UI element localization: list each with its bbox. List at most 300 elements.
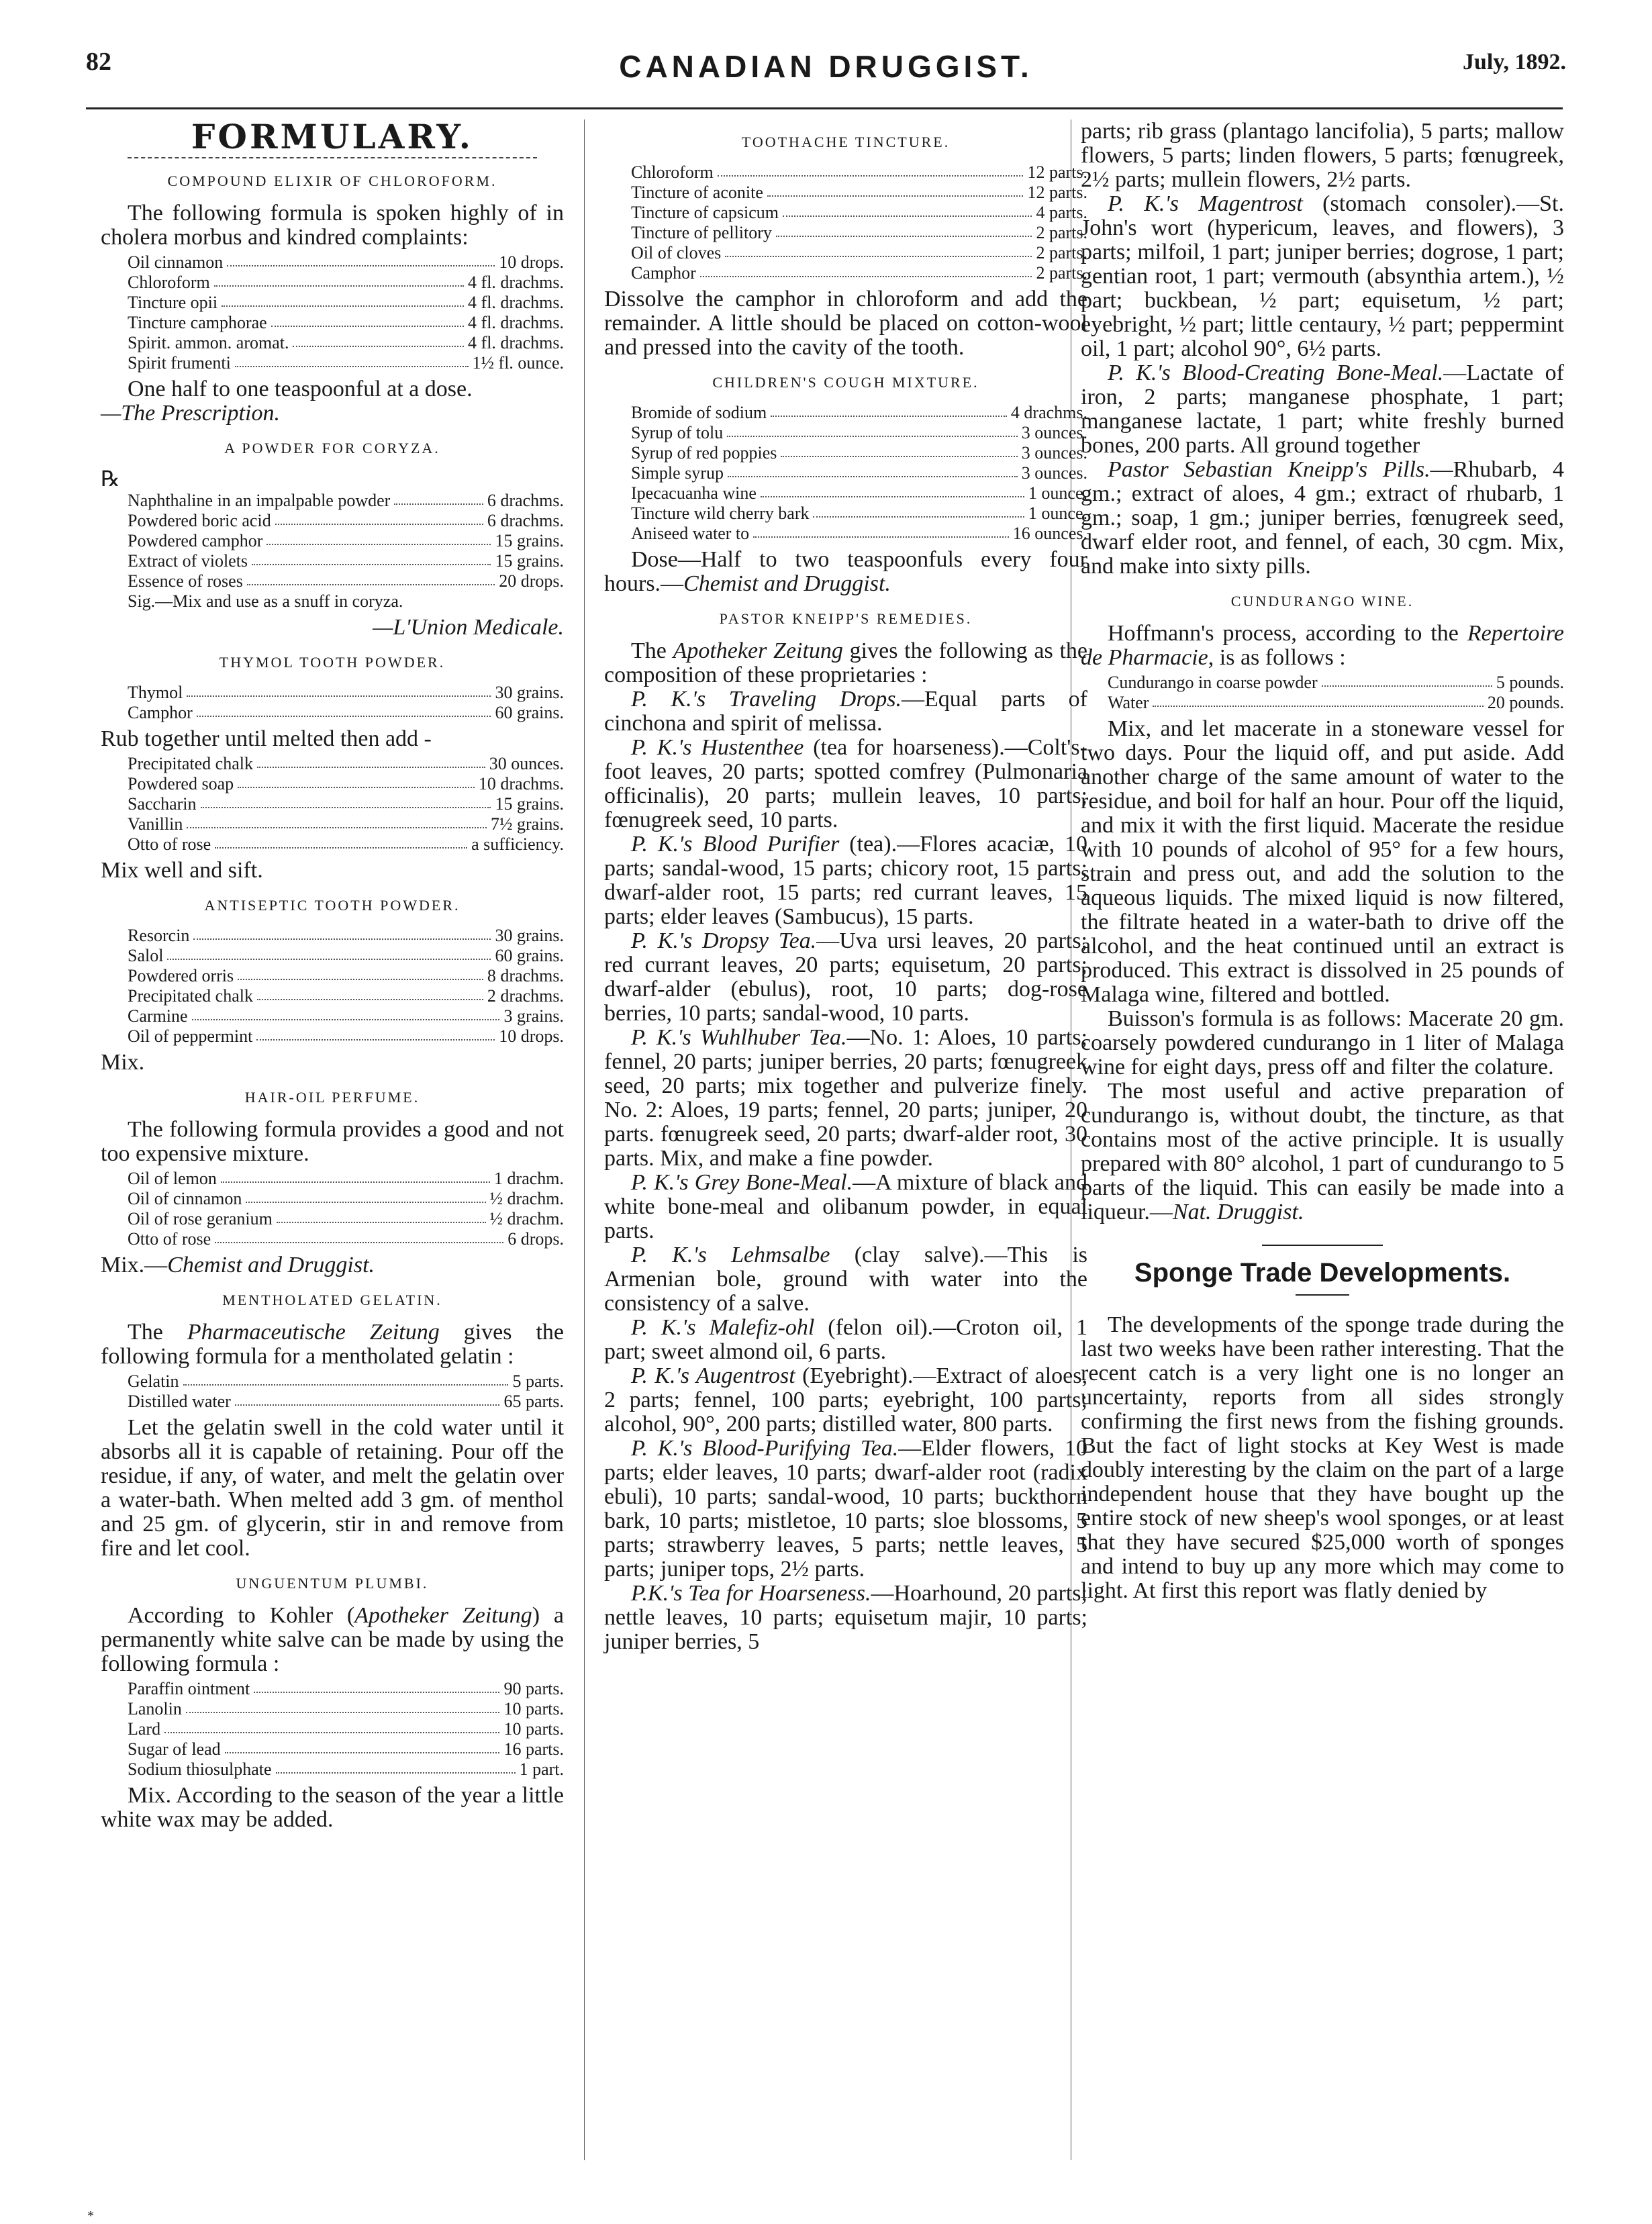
remedy-name: P. K.'s Magentrost: [1108, 191, 1303, 216]
ingredient-list: [631, 162, 1087, 283]
ingredient-amount: 2 parts.: [1036, 243, 1087, 262]
leader-dots: [728, 463, 1018, 477]
ingredient-name: Aniseed water to: [631, 524, 750, 543]
recipe-intro: The following formula provides a good and not too expensive mixture.: [101, 1117, 564, 1166]
method-text: Let the gelatin swell in the cold water until it absorbs all it is capable of retaining. Pour off the residue, if any, of water, and melt the gelatin over a water-bath. When melted add 3 gm. of menthol and 25 gm. of glycerin, stir in and remove from fire and let cool.: [101, 1415, 564, 1561]
ingredient-row: [631, 223, 1087, 243]
masthead-title: CANADIAN DRUGGIST.: [619, 49, 1033, 84]
recipe-heading: UNGUENTUM PLUMBI.: [236, 1575, 429, 1592]
ingredient-amount: 3 ounces.: [1021, 443, 1087, 463]
remedy-text: (felon oil).—Croton oil, 1 part; sweet almond oil, 6 parts.: [604, 1315, 1087, 1364]
leader-dots: [167, 946, 491, 960]
remedy-text: (stomach consoler).—St. John's wort (hypericum, leaves, and flowers), 3 parts; milfoil, 1 part; juniper berries; dogrose, 1 part; gentian root, 1 part; vermouth (absynthia artem.), ½ part; buckbean, ½ part; equisetum, ½ part; eyebright, ½ part; little centaury, ½ part; peppermint oil, 1 part; alcohol 90°, 6½ parts.: [1081, 191, 1564, 361]
remedy-paragraph: [604, 1026, 1087, 1171]
ingredient-amount: 30 ounces.: [489, 754, 564, 773]
method-text: [101, 1253, 564, 1277]
leader-dots: [293, 333, 464, 347]
ingredient-row: [128, 794, 564, 814]
ingredient-row: [128, 252, 564, 273]
remedy-text: —No. 1: Aloes, 10 parts; fennel, 20 parts; juniper berries, 20 parts; fœnugreek seed, 20 parts; mix together and pulverize finely. No. 2: Aloes, 19 parts; fennel, 20 parts; juniper, 20 parts. fœnugreek seed, 20 parts; dwarf-alder root, 30 parts. Mix, and make a fine powder.: [604, 1025, 1087, 1171]
remedy-paragraph: [604, 929, 1087, 1026]
title-underline: [1296, 1294, 1349, 1296]
remedy-paragraph: [604, 736, 1087, 832]
ingredient-name: Camphor: [128, 703, 193, 722]
ingredient-amount: 16 parts.: [503, 1739, 564, 1759]
ingredient-name: Powdered orris: [128, 966, 234, 985]
ingredient-row: [631, 162, 1087, 183]
ingredient-row: [128, 511, 564, 531]
intro-text: gives the following as the composition of these proprietaries :: [604, 638, 1087, 687]
leader-dots: [225, 1739, 500, 1753]
method-text: Mix. According to the season of the year a little white wax may be added.: [101, 1783, 564, 1832]
ingredient-row: [631, 243, 1087, 263]
ingredient-row: [128, 353, 564, 373]
ingredient-name: Tincture wild cherry bark: [631, 503, 810, 523]
leader-dots: [201, 794, 491, 808]
method-text: Rub together until melted then add -: [101, 726, 432, 751]
ingredient-amount: 4 parts.: [1036, 203, 1087, 222]
ingredient-name: Powdered soap: [128, 774, 234, 793]
source-credit: Chemist and Druggist.: [167, 1253, 375, 1277]
remedy-paragraph: [1081, 192, 1564, 361]
leader-dots: [1153, 693, 1483, 707]
leader-dots: [266, 531, 491, 545]
leader-dots: [246, 1189, 485, 1203]
paragraph-text: The most useful and active preparation of cundurango is, without doubt, the tincture, as that contains most of the active principle. It is usually prepared with 80° alcohol, 1 part of cundurango to 5 parts of the liquid. This can easily be made into a liqueur.—: [1081, 1079, 1564, 1224]
dose-text: [604, 548, 1087, 596]
recipe-heading: ANTISEPTIC TOOTH POWDER.: [204, 897, 460, 914]
ingredient-row: [128, 986, 564, 1006]
ingredient-name: Sodium thiosulphate: [128, 1759, 272, 1779]
leader-dots: [235, 1392, 500, 1406]
ingredient-list: [101, 467, 564, 612]
ingredient-row: [128, 531, 564, 551]
remedy-text: (tea).—Flores acaciæ, 10 parts; sandal-wood, 15 parts; chicory root, 15 parts; dwarf-alder root, 15 parts; red currant leaves, 15 parts; elder leaves (Sambucus), 15 parts.: [604, 832, 1087, 929]
section-title: FORMULARY.: [191, 117, 474, 156]
ingredient-amount: 30 grains.: [495, 683, 564, 702]
ingredient-row: [128, 774, 564, 794]
ingredient-amount: 60 grains.: [495, 946, 564, 965]
ingredient-row: [128, 1229, 564, 1249]
remedy-text: (Eyebright).—Extract of aloes, 2 parts; fennel, 100 parts; eyebright, 100 parts; alcohol, 90°, 200 parts; distilled water, 800 parts.: [604, 1363, 1087, 1437]
recipe-heading: CUNDURANGO WINE.: [1230, 593, 1414, 610]
remedy-paragraph: [604, 832, 1087, 929]
ingredient-list: [128, 252, 564, 373]
article-title: Sponge Trade Developments.: [1134, 1258, 1511, 1288]
ingredient-amount: 12 parts.: [1027, 162, 1087, 182]
leader-dots: [193, 926, 491, 940]
ingredient-amount: 4 fl. drachms.: [468, 293, 564, 312]
ingredient-name: Oil of cinnamon: [128, 1189, 242, 1208]
ingredient-rows: [128, 491, 564, 591]
ingredient-name: Oil cinnamon: [128, 252, 224, 272]
ingredient-row: [128, 1392, 564, 1412]
rx-symbol: ℞: [101, 467, 120, 491]
leader-dots: [222, 293, 464, 307]
leader-dots: [257, 986, 483, 1000]
column-2: [604, 119, 1087, 1654]
ingredient-name: Essence of roses: [128, 571, 243, 591]
remedy-name: P. K.'s Lehmsalbe: [631, 1243, 830, 1267]
leader-dots: [252, 551, 491, 565]
leader-dots: [221, 1169, 490, 1183]
source-credit: Chemist and Druggist.: [683, 571, 891, 596]
ingredient-amount: 8 drachms.: [487, 966, 564, 985]
remedy-text: —Elder flowers, 10 parts; elder leaves, 10 parts; dwarf-alder root (radix ebuli), 10 parts; sandal-wood, 10 parts; buckthorn bark, 10 parts; mistletoe, 10 parts; sloe blossoms, 5 parts; strawberry leaves, 5 parts; nettle leaves, 5 parts; juniper tops, 2½ parts.: [604, 1436, 1087, 1582]
ingredient-amount: 10 drachms.: [478, 774, 564, 793]
page-number: 82: [86, 48, 111, 76]
ingredient-amount: 6 drachms.: [487, 491, 564, 510]
ingredient-row: [631, 463, 1087, 483]
ingredient-amount: 2 parts.: [1036, 263, 1087, 283]
ingredient-row: [128, 491, 564, 511]
ingredient-row: [128, 754, 564, 774]
remedy-paragraph: [604, 1582, 1087, 1654]
ingredient-name: Saccharin: [128, 794, 197, 814]
ingredient-list: [631, 403, 1087, 544]
remedy-text: —Lactate of iron, 2 parts; manganese phosphate, 1 part; manganese lactate, 1 part; white freshly burned bones, 200 parts. All ground together: [1081, 360, 1564, 458]
header-rule: [86, 107, 1563, 109]
ingredient-row: [128, 551, 564, 571]
ingredient-row: [631, 443, 1087, 463]
method-text: Buisson's formula is as follows: Macerate 20 gm. coarsely powdered cundurango in 1 liter of Malaga wine for eight days, press off and filter the colature.: [1081, 1006, 1564, 1079]
ingredient-name: Sugar of lead: [128, 1739, 221, 1759]
ingredient-row: [1108, 673, 1564, 693]
ingredient-name: Salol: [128, 946, 164, 965]
ingredient-row: [128, 293, 564, 313]
ingredient-row: [128, 1209, 564, 1229]
ingredient-amount: ½ drachm.: [489, 1189, 564, 1208]
leader-dots: [183, 1371, 509, 1386]
remedy-text: —Rhubarb, 4 gm.; extract of aloes, 4 gm.; extract of rhubarb, 1 gm.; soap, 1 gm.; juniper berries, fœnugreek seed, dwarf elder root, and fennel, of each, 30 cgm. Mix, and make into sixty pills.: [1081, 457, 1565, 579]
ingredient-name: Otto of rose: [128, 834, 211, 854]
leader-dots: [238, 966, 483, 980]
leader-dots: [761, 483, 1024, 497]
source-credit: —L'Union Medicale.: [373, 615, 564, 640]
ingredient-row: [128, 1006, 564, 1026]
ingredient-list: [128, 1679, 564, 1780]
ingredient-name: Paraffin ointment: [128, 1679, 250, 1698]
ingredient-amount: 6 drops.: [507, 1229, 564, 1249]
remedy-text: —Hoarhound, 20 parts; nettle leaves, 10 parts; equisetum majir, 10 parts; juniper berries, 5: [604, 1581, 1087, 1654]
ingredient-amount: 3 ounces.: [1021, 423, 1087, 442]
leader-dots: [238, 774, 475, 788]
ingredient-list: [128, 1169, 564, 1249]
leader-dots: [394, 491, 483, 505]
ingredient-amount: 10 drops.: [499, 252, 564, 272]
ingredient-name: Bromide of sodium: [631, 403, 767, 422]
source-name: Apotheker Zeitung: [354, 1603, 532, 1628]
recipe-intro: [604, 639, 1087, 687]
ingredient-row: [631, 483, 1087, 503]
source-name: Repertoire de Pharmacie: [1081, 621, 1564, 670]
ingredient-name: Simple syrup: [631, 463, 724, 483]
ingredient-row: [631, 503, 1087, 524]
ingredient-name: Precipitated chalk: [128, 986, 253, 1006]
ingredient-amount: 10 parts.: [503, 1699, 564, 1719]
ingredient-row: [128, 946, 564, 966]
ingredient-row: [128, 703, 564, 723]
ingredient-amount: 3 ounces.: [1021, 463, 1087, 483]
ingredient-amount: 15 grains.: [495, 794, 564, 814]
remedy-text: —A mixture of black and white bone-meal and olibanum powder, in equal parts.: [604, 1170, 1087, 1243]
leader-dots: [767, 183, 1024, 197]
leader-dots: [215, 1229, 503, 1243]
recipe-heading: HAIR-OIL PERFUME.: [244, 1089, 420, 1106]
intro-text: gives the following formula for a mentholated gelatin :: [101, 1320, 565, 1369]
ingredient-amount: 4 drachms.: [1010, 403, 1087, 422]
remedy-name: Pastor Sebastian Kneipp's Pills.: [1108, 457, 1430, 482]
sig-text: Sig.—Mix and use as a snuff in coryza.: [128, 591, 403, 611]
ingredient-name: Chloroform: [631, 162, 714, 182]
ingredient-name: Oil of peppermint: [128, 1026, 253, 1046]
title-rule: [128, 157, 537, 158]
recipe-heading: MENTHOLATED GELATIN.: [222, 1292, 442, 1308]
remedy-paragraph: [604, 1437, 1087, 1582]
leader-dots: [783, 203, 1032, 217]
leader-dots: [227, 252, 495, 267]
ingredient-row: [128, 1679, 564, 1699]
margin-mark: *: [87, 2209, 94, 2223]
remedy-name: P. K.'s Dropsy Tea.: [631, 928, 817, 953]
ingredient-list: [128, 683, 564, 723]
dose-text: One half to one teaspoonful at a dose.: [128, 377, 473, 401]
remedy-paragraph: [1081, 458, 1564, 579]
remedy-name: P.K.'s Tea for Hoarseness.: [631, 1581, 871, 1606]
ingredient-row: [128, 1739, 564, 1759]
ingredient-row: [128, 313, 564, 333]
recipe-intro: The following formula is spoken highly of in cholera morbus and kindred complaints:: [101, 201, 564, 250]
ingredient-row: [128, 926, 564, 946]
article-body: The developments of the sponge trade during the last two weeks have been rather interesting. That the recent catch is a very light one is no longer an uncertainty, reports from all sides strongly confirming the first news from the fishing grounds. But the fact of light stocks at Key West is made doubly interesting by the claim on the part of a large independent house that they have bought up the entire stock of new sheep's wool sponges, or at least that they have secured $25,000 worth of sponges and intend to buy up any more which may come to light. At first this report was flatly denied by: [1081, 1312, 1564, 1603]
ingredient-amount: 4 fl. drachms.: [468, 333, 564, 352]
leader-dots: [753, 524, 1009, 538]
remedy-name: P. K.'s Blood Purifier: [631, 832, 840, 857]
ingredient-amount: 12 parts.: [1027, 183, 1087, 202]
ingredient-name: Oil of cloves: [631, 243, 722, 262]
remedy-paragraph: [604, 1171, 1087, 1243]
page-header: [0, 40, 1652, 101]
ingredient-name: Water: [1108, 693, 1149, 712]
ingredient-amount: 4 fl. drachms.: [468, 313, 564, 332]
ingredient-name: Otto of rose: [128, 1229, 211, 1249]
method-text: Mix.: [101, 1050, 145, 1075]
ingredient-amount: 1 drachm.: [494, 1169, 564, 1188]
ingredient-row: [1108, 693, 1564, 713]
ingredient-name: Extract of violets: [128, 551, 248, 571]
intro-text: The: [128, 1320, 187, 1345]
ingredient-row: [128, 814, 564, 834]
source-credit: —The Prescription.: [101, 401, 280, 426]
recipe-heading: PASTOR KNEIPP'S REMEDIES.: [719, 610, 973, 627]
continued-text: parts; rib grass (plantago lancifolia), 5 parts; mallow flowers, 5 parts; linden flowers, 5 parts; fœnugreek, 2½ parts; mullein flowers, 2½ parts.: [1081, 119, 1564, 192]
ingredient-row: [128, 1719, 564, 1739]
ingredient-amount: ½ drachm.: [489, 1209, 564, 1228]
ingredient-amount: 3 grains.: [503, 1006, 564, 1026]
recipe-intro: [101, 1320, 564, 1369]
intro-text: , is as follows :: [1208, 645, 1346, 670]
recipe-intro: [101, 1604, 564, 1676]
ingredient-name: Naphthaline in an impalpable powder: [128, 491, 391, 510]
ingredient-amount: 90 parts.: [503, 1679, 564, 1698]
ingredient-name: Gelatin: [128, 1371, 179, 1391]
ingredient-amount: 1 ounce.: [1028, 503, 1087, 523]
recipe-heading: TOOTHACHE TINCTURE.: [741, 134, 951, 150]
ingredient-name: Tincture of aconite: [631, 183, 763, 202]
remedy-text: —Equal parts of cinchona and spirit of melissa.: [604, 687, 1087, 736]
ingredient-row: [631, 263, 1087, 283]
recipe-heading: COMPOUND ELIXIR OF CHLOROFORM.: [167, 173, 497, 189]
ingredient-row: [631, 183, 1087, 203]
ingredient-list: [128, 926, 564, 1047]
ingredient-list: [128, 754, 564, 855]
ingredient-amount: 2 parts.: [1036, 223, 1087, 242]
ingredient-amount: 1½ fl. ounce.: [472, 353, 564, 373]
ingredient-row: [128, 571, 564, 591]
ingredient-name: Syrup of red poppies: [631, 443, 777, 463]
ingredient-amount: 15 grains.: [495, 531, 564, 550]
ingredient-name: Oil of lemon: [128, 1169, 217, 1188]
ingredient-row: [631, 524, 1087, 544]
remedy-text: (tea for hoarseness).—Colt's-foot leaves, 20 parts; spotted comfrey (Pulmonaria officinalis), 20 parts; mullein leaves, 10 parts; fœnugreek seed, 10 parts.: [604, 735, 1087, 832]
leader-dots: [197, 703, 491, 717]
ingredient-amount: 5 parts.: [512, 1371, 564, 1391]
column-1: [101, 119, 564, 1832]
mix-text: Mix.—: [101, 1253, 168, 1277]
ingredient-amount: 4 fl. drachms.: [468, 273, 564, 292]
ingredient-name: Thymol: [128, 683, 183, 702]
recipe-heading: THYMOL TOOTH POWDER.: [219, 654, 446, 671]
ingredient-amount: 15 grains.: [495, 551, 564, 571]
leader-dots: [247, 571, 495, 585]
ingredient-amount: 2 drachms.: [487, 986, 564, 1006]
ingredient-name: Tincture opii: [128, 293, 218, 312]
leader-dots: [254, 1679, 499, 1693]
ingredient-name: Tincture camphorae: [128, 313, 267, 332]
ingredient-row: [128, 683, 564, 703]
leader-dots: [186, 1699, 500, 1713]
ingredient-name: Oil of rose geranium: [128, 1209, 273, 1228]
source-credit: Nat. Druggist.: [1172, 1200, 1304, 1224]
remedy-name: P. K.'s Blood-Purifying Tea.: [631, 1436, 899, 1461]
remedy-name: P. K.'s Malefiz-ohl: [631, 1315, 815, 1340]
ingredient-row: [128, 333, 564, 353]
ingredient-name: Distilled water: [128, 1392, 231, 1411]
leader-dots: [187, 814, 487, 828]
ingredient-amount: 10 parts.: [503, 1719, 564, 1739]
ingredient-name: Lanolin: [128, 1699, 182, 1719]
ingredient-amount: 20 drops.: [499, 571, 564, 591]
ingredient-name: Powdered boric acid: [128, 511, 271, 530]
ingredient-amount: 7½ grains.: [490, 814, 564, 834]
leader-dots: [813, 503, 1024, 518]
leader-dots: [700, 263, 1032, 277]
column-divider: [584, 119, 585, 2160]
ingredient-row: [128, 1169, 564, 1189]
leader-dots: [276, 1759, 516, 1774]
ingredient-row: [128, 1371, 564, 1392]
ingredient-row: [128, 1699, 564, 1719]
intro-text: The: [631, 638, 673, 663]
leader-dots: [1322, 673, 1492, 687]
ingredient-name: Lard: [128, 1719, 161, 1739]
leader-dots: [215, 834, 467, 849]
recipe-heading: CHILDREN'S COUGH MIXTURE.: [712, 374, 979, 391]
ingredient-amount: 5 pounds.: [1496, 673, 1564, 692]
leader-dots: [256, 1026, 495, 1041]
ingredient-row: [128, 1759, 564, 1780]
method-text: Mix well and sift.: [101, 858, 263, 883]
leader-dots: [781, 443, 1017, 457]
remedy-text: —Uva ursi leaves, 20 parts; red currant leaves, 20 parts; equisetum, 20 parts; dwarf-alder (ebulus), root, 10 parts; dog-rose berries, 10 parts; sandal-wood, 10 parts.: [604, 928, 1087, 1026]
ingredient-list: [1108, 673, 1564, 713]
ingredient-name: Chloroform: [128, 273, 210, 292]
ingredient-name: Camphor: [631, 263, 696, 283]
ingredient-name: Precipitated chalk: [128, 754, 253, 773]
ingredient-row: [128, 966, 564, 986]
leader-dots: [214, 273, 464, 287]
remedy-name: P. K.'s Blood-Creating Bone-Meal.: [1108, 360, 1444, 385]
ingredient-amount: 1 ounce.: [1028, 483, 1087, 503]
remedy-name: P. K.'s Hustenthee: [631, 735, 804, 760]
leader-dots: [776, 223, 1032, 237]
leader-dots: [271, 313, 464, 327]
leader-dots: [771, 403, 1007, 417]
intro-text: According to Kohler (: [128, 1603, 355, 1628]
ingredient-name: Cundurango in coarse powder: [1108, 673, 1318, 692]
remedy-name: P. K.'s Wuhlhuber Tea.: [631, 1025, 847, 1050]
ingredient-row: [631, 423, 1087, 443]
issue-date: July, 1892.: [1463, 50, 1566, 75]
ingredient-amount: 16 ounces.: [1012, 524, 1087, 543]
remedy-paragraph: [604, 687, 1087, 736]
leader-dots: [725, 243, 1032, 257]
ingredient-name: Tincture of capsicum: [631, 203, 779, 222]
leader-dots: [192, 1006, 500, 1020]
ingredient-name: Ipecacuanha wine: [631, 483, 757, 503]
remedy-paragraph: [604, 1316, 1087, 1364]
ingredient-name: Syrup of tolu: [631, 423, 724, 442]
remedy-paragraph: [604, 1364, 1087, 1437]
ingredient-name: Resorcin: [128, 926, 190, 945]
ingredient-row: [128, 1189, 564, 1209]
ingredient-amount: a sufficiency.: [471, 834, 564, 854]
ingredient-amount: 65 parts.: [503, 1392, 564, 1411]
column-3: [1081, 119, 1564, 1603]
remedy-paragraph: [604, 1243, 1087, 1316]
leader-dots: [275, 511, 483, 525]
method-text: Mix, and let macerate in a stoneware vessel for two days. Pour the liquid off, and put aside. Add another charge of the same amount of water to the residue, and boil for half an hour. Pour off the liquid, and mix it with the first liquid. Macerate the residue with 10 pounds of alcohol of 95° for a few hours, strain and press out, and add the solution to the aqueous liquids. The mixed liquid is now filtered, the filtrate heated in a water-bath to drive off the alcohol, and the heat continued until an extract is produced. This extract is dissolved in 25 pounds of Malaga wine, filtered and bottled.: [1081, 716, 1564, 1007]
ingredient-amount: 1 part.: [519, 1759, 564, 1779]
leader-dots: [235, 353, 469, 367]
ingredient-amount: 10 drops.: [499, 1026, 564, 1046]
ingredient-row: [128, 1026, 564, 1047]
remedy-name: P. K.'s Grey Bone-Meal.: [631, 1170, 853, 1195]
source-name: Apotheker Zeitung: [673, 638, 843, 663]
leader-dots: [277, 1209, 486, 1223]
ingredient-name: Vanillin: [128, 814, 183, 834]
ingredient-amount: 30 grains.: [495, 926, 564, 945]
method-text: Dissolve the camphor in chloroform and add the remainder. A little should be placed on cotton-wool and pressed into the cavity of the tooth.: [604, 287, 1087, 360]
remedy-text: (clay salve).—This is Armenian bole, ground with water into the consistency of a salve.: [604, 1243, 1087, 1316]
remedy-name: P. K.'s Traveling Drops.: [631, 687, 902, 712]
ingredient-row: [631, 203, 1087, 223]
remedy-name: P. K.'s Augentrost: [631, 1363, 795, 1388]
ingredient-name: Carmine: [128, 1006, 188, 1026]
ingredient-name: Spirit frumenti: [128, 353, 231, 373]
leader-dots: [187, 683, 491, 697]
leader-dots: [164, 1719, 499, 1733]
